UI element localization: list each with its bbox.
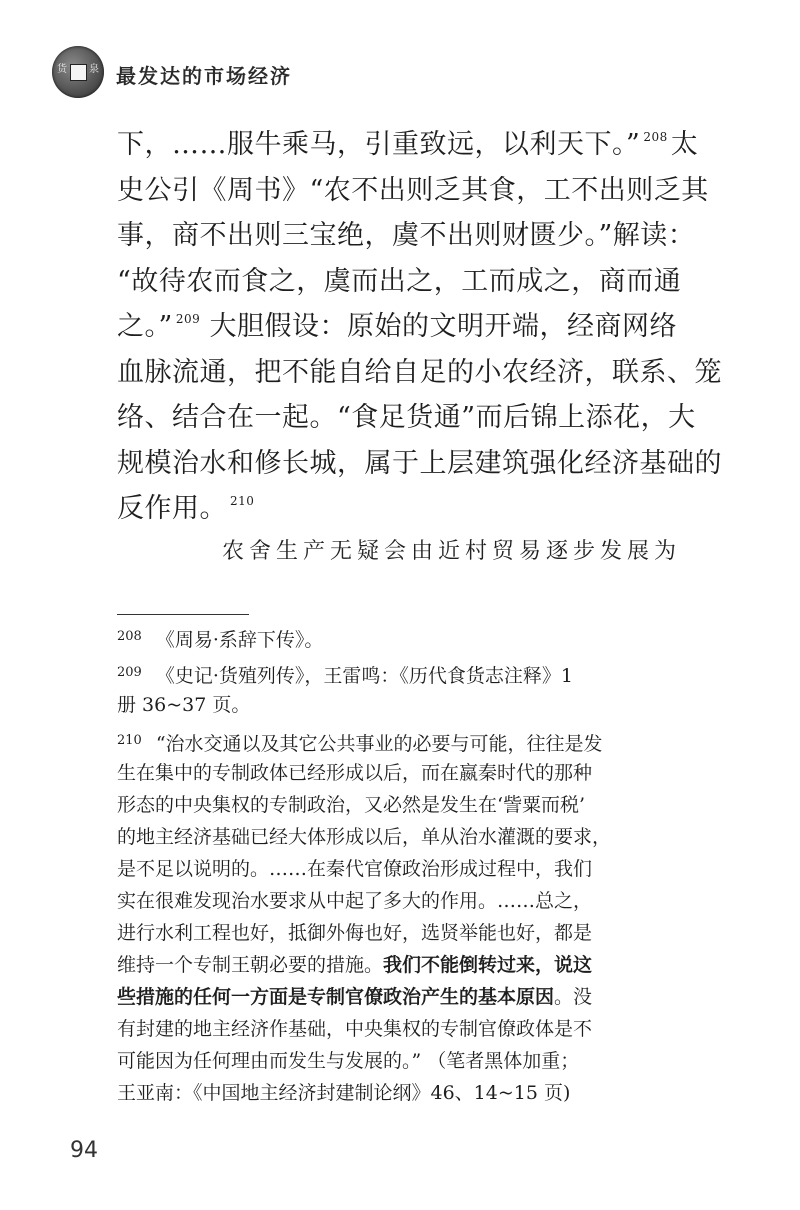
footnote-number: 210 <box>117 733 142 748</box>
footnote-text: “治水交通以及其它公共事业的必要与可能，往往是发 <box>155 733 603 755</box>
body-line-text: 大胆假设：原始的文明开端，经商网络 <box>209 311 677 342</box>
coin-logo-icon <box>52 46 104 98</box>
page-number: 94 <box>70 1138 98 1163</box>
footnote-mixed-line <box>117 981 670 1013</box>
footnote-text: 进行水利工程也好，抵御外侮也好，选贤举能也好，都是 <box>117 922 593 944</box>
footnote-number: 209 <box>117 665 142 680</box>
footnote-ref-209: 209 <box>175 312 201 326</box>
footnote-text: 王亚南：《中国地主经济封建制论纲》46、14~15 页) <box>117 1082 571 1104</box>
footnote-text: 册 36~37 页。 <box>117 694 251 716</box>
footnote-text: 生在集中的专制政体已经形成以后，而在嬴秦时代的那种 <box>117 762 593 784</box>
footnote-bold-text: 些措施的任何一方面是专制官僚政治产生的基本原因 <box>117 986 555 1008</box>
footnote-text: 形态的中央集权的专制政治，又必然是发生在‘訾粟而税’ <box>117 794 586 816</box>
running-header <box>52 46 752 98</box>
footnote-text: 有封建的地主经济作基础，中央集权的专制官僚政体是不 <box>117 1018 593 1040</box>
footnote-bold-text: 我们不能倒转过来，说这 <box>383 954 593 976</box>
body-line <box>117 304 677 350</box>
footnote-text: 。没 <box>554 986 593 1008</box>
coin-char-left: 货 <box>57 64 67 75</box>
footnote-text: 是不足以说明的。……在秦代官僚政治形成过程中，我们 <box>117 858 593 880</box>
body-line: 血脉流通，把不能自给自足的小农经济，联系、笼 <box>117 356 722 388</box>
epigraph-line: 农舍生产无疑会由近村贸易逐步发展为 <box>222 539 682 564</box>
footnote-text: 可能因为任何理由而发生与发展的。” （笔者黑体加重； <box>117 1050 580 1072</box>
body-line: 规模治水和修长城，属于上层建筑强化经济基础的 <box>117 447 722 479</box>
footnote-number: 208 <box>117 629 142 644</box>
body-line-text: 下，……服牛乘马，引重致远，以利天下。” <box>117 129 641 160</box>
body-line-text: 太 <box>670 129 699 160</box>
footnote-mixed-line <box>117 949 670 981</box>
footnote-ref-208: 208 <box>643 130 668 144</box>
footnote-text: 维持一个专制王朝必要的措施。 <box>117 954 384 976</box>
body-text <box>117 122 722 532</box>
body-line-text: 反作用。 <box>117 493 227 524</box>
body-line: “故待农而食之，虞而出之，工而成之，商而通 <box>117 265 682 297</box>
body-line: 史公引《周书》“农不出则乏其食，工不出则乏其 <box>117 174 709 206</box>
body-line-text: 之。” <box>117 311 173 342</box>
body-line <box>117 486 677 532</box>
body-line <box>117 122 699 168</box>
footnote-text: 《周易·系辞下传》。 <box>155 629 324 651</box>
footnote-text: 《史记·货殖列传》，王雷鸣：《历代食货志注释》1 <box>155 665 573 687</box>
header-title: 最发达的市场经济 <box>116 64 292 88</box>
footnote-text: 的地主经济基础已经大体形成以后，单从治水灌溉的要求， <box>117 826 612 848</box>
footnote-divider <box>117 614 249 615</box>
footnote-209 <box>117 657 670 689</box>
body-line: 事，商不出则三宝绝，虞不出则财匮少。”解读： <box>117 220 696 251</box>
footnote-text: 实在很难发现治水要求从中起了多大的作用。……总之， <box>117 890 593 912</box>
coin-hole <box>70 64 87 81</box>
coin-char-right: 泉 <box>89 64 99 75</box>
footnote-208 <box>117 621 670 653</box>
footnote-ref-210: 210 <box>230 494 255 508</box>
body-line: 络、结合在一起。“食足货通”而后锦上添花，大 <box>117 402 696 433</box>
footnote-210 <box>117 725 670 757</box>
footnotes <box>117 621 670 1109</box>
